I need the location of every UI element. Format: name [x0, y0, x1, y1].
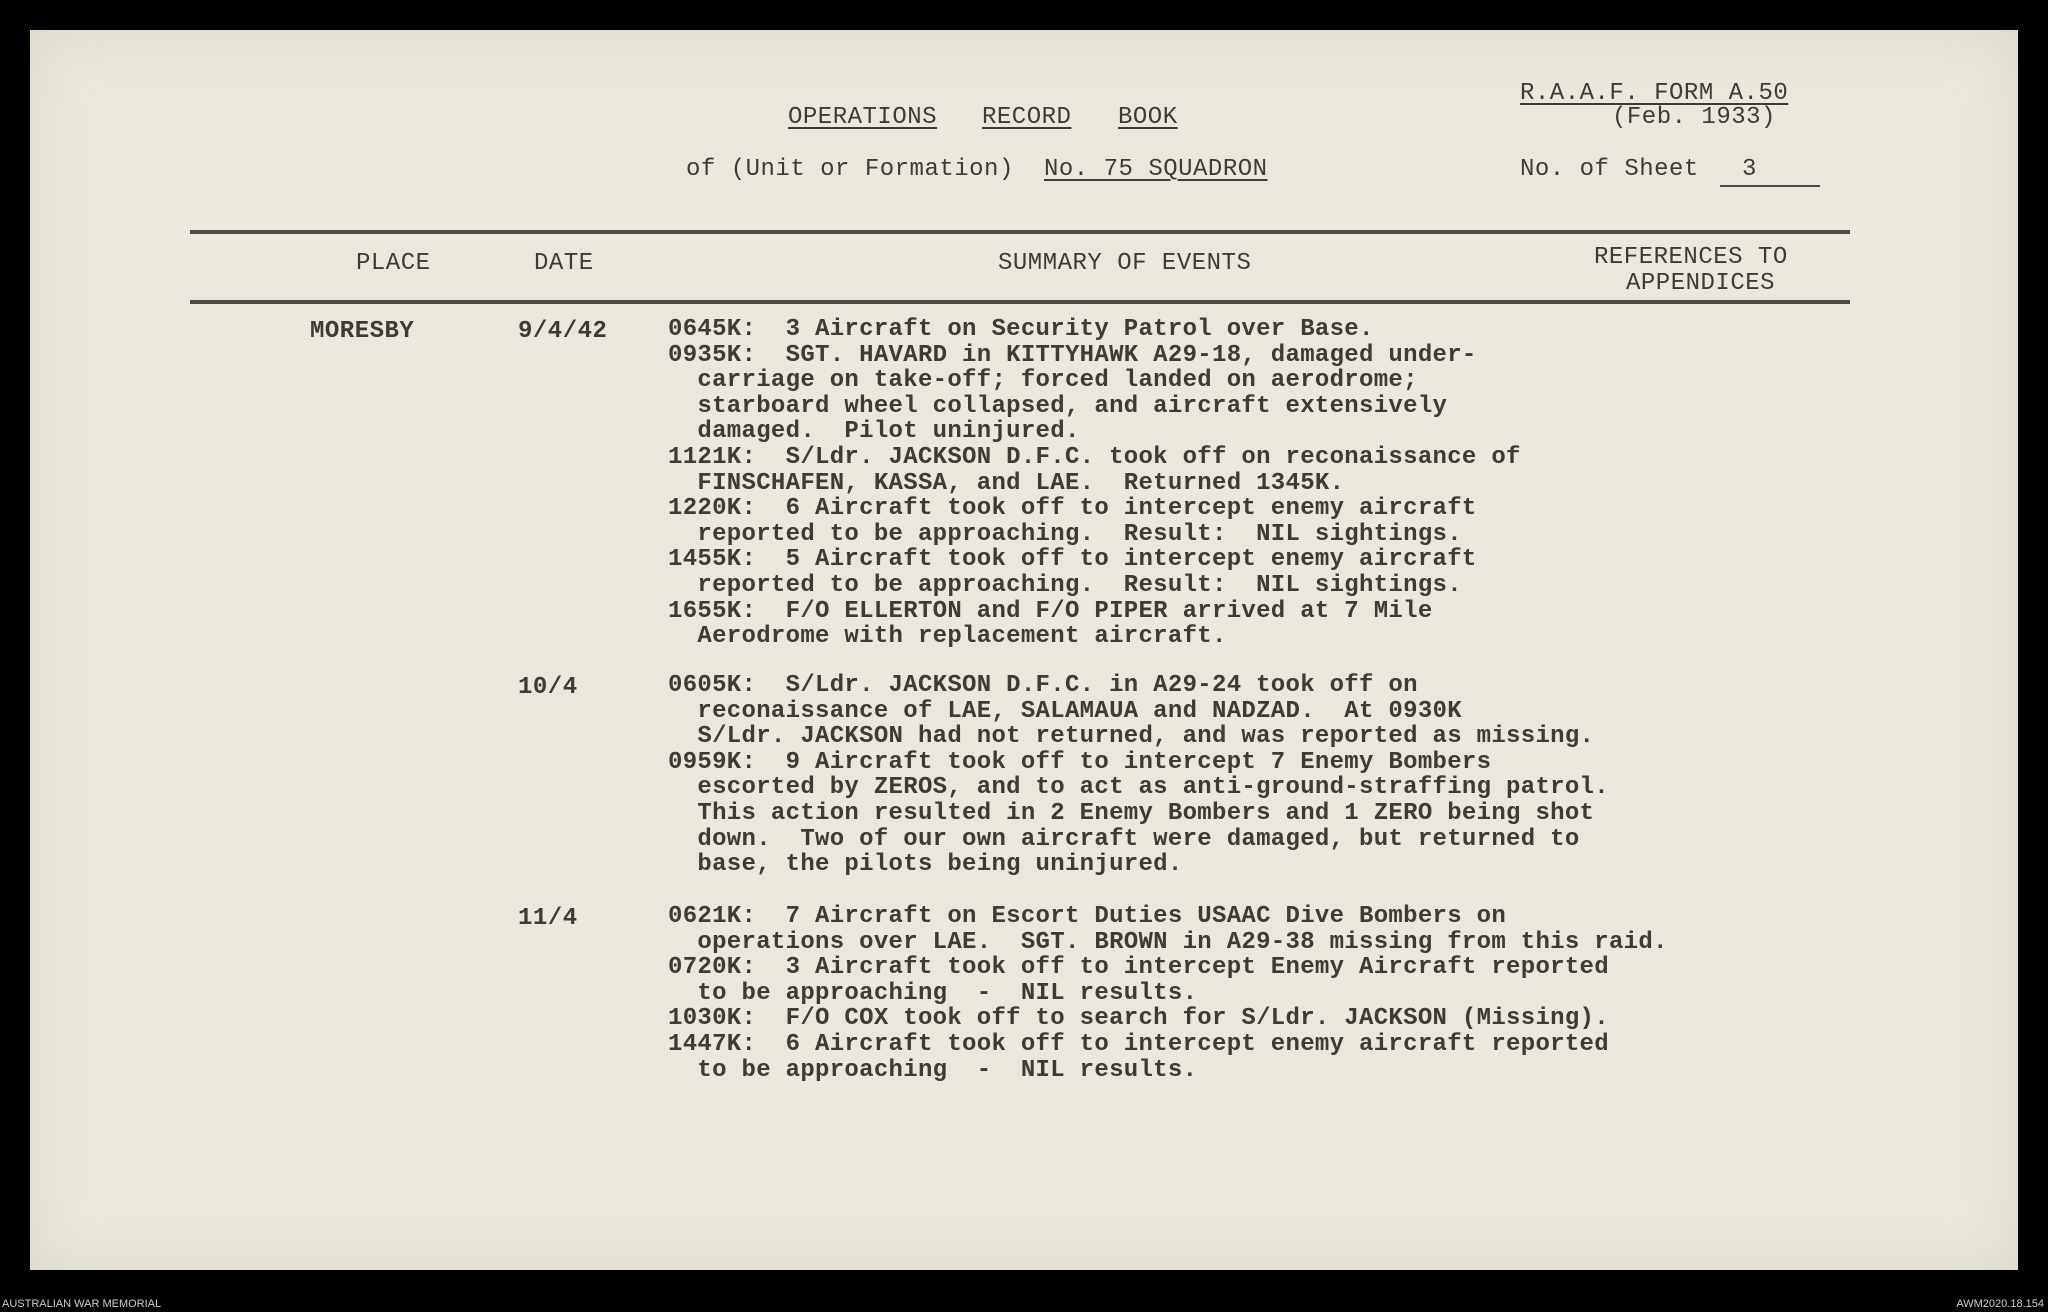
event-line: reconaissance of LAE, SALAMAUA and NADZAD. At 0930K: [668, 697, 1462, 725]
event-line: operations over LAE. SGT. BROWN in A29-38 missing from this raid.: [668, 928, 1668, 956]
column-header-date: DATE: [534, 250, 594, 277]
sheet-number-underline: [1720, 185, 1820, 187]
event-line: starboard wheel collapsed, and aircraft extensively: [668, 392, 1448, 420]
event-line: This action resulted in 2 Enemy Bombers and 1 ZERO being shot: [668, 799, 1595, 827]
footer-accession-number: AWM2020.18.154: [1956, 1298, 2044, 1310]
event-line: 1447K: 6 Aircraft took off to intercept enemy aircraft reported: [668, 1030, 1609, 1058]
entry-date: 11/4: [518, 905, 578, 932]
event-list: [668, 317, 1521, 650]
event-line: 0621K: 7 Aircraft on Escort Duties USAAC Dive Bombers on: [668, 903, 1507, 930]
event-line: damaged. Pilot uninjured.: [668, 418, 1080, 446]
event-line: 0935K: SGT. HAVARD in KITTYHAWK A29-18, damaged under-: [668, 341, 1477, 369]
title-record: RECORD: [982, 104, 1072, 131]
event-line: to be approaching - NIL results.: [668, 1056, 1198, 1084]
event-line: carriage on take-off; forced landed on aerodrome;: [668, 367, 1418, 395]
event-list: [668, 904, 1668, 1083]
event-line: 1655K: F/O ELLERTON and F/O PIPER arrived at 7 Mile: [668, 597, 1433, 625]
place-value: MORESBY: [310, 318, 415, 345]
event-list: [668, 673, 1609, 878]
form-reference: R.A.A.F. FORM A.50: [1520, 80, 1789, 107]
event-line: to be approaching - NIL results.: [668, 979, 1198, 1007]
event-line: 0645K: 3 Aircraft on Security Patrol over Base.: [668, 316, 1374, 343]
table-header-rule: [190, 300, 1850, 304]
title-book: BOOK: [1118, 104, 1178, 131]
event-line: 0720K: 3 Aircraft took off to intercept Enemy Aircraft reported: [668, 954, 1609, 982]
form-date: (Feb. 1933): [1612, 104, 1776, 131]
column-header-references: REFERENCES TO: [1594, 244, 1788, 271]
event-line: 1121K: S/Ldr. JACKSON D.F.C. took off on reconaissance of: [668, 443, 1521, 471]
entry-date: 9/4/42: [518, 318, 608, 345]
event-line: FINSCHAFEN, KASSA, and LAE. Returned 1345K.: [668, 469, 1345, 497]
event-line: S/Ldr. JACKSON had not returned, and was reported as missing.: [668, 723, 1595, 751]
event-line: base, the pilots being uninjured.: [668, 851, 1183, 879]
sheet-label: No. of Sheet: [1520, 156, 1699, 183]
event-line: reported to be approaching. Result: NIL sightings.: [668, 520, 1462, 548]
event-line: reported to be approaching. Result: NIL sightings.: [668, 571, 1462, 599]
column-header-summary: SUMMARY OF EVENTS: [998, 250, 1252, 277]
unit-label: of (Unit or Formation): [686, 156, 1014, 183]
footer-institution: AUSTRALIAN WAR MEMORIAL: [2, 1298, 162, 1310]
entry-date: 10/4: [518, 674, 578, 701]
event-line: 1220K: 6 Aircraft took off to intercept enemy aircraft: [668, 495, 1477, 523]
column-header-appendices: APPENDICES: [1626, 270, 1776, 297]
event-line: Aerodrome with replacement aircraft.: [668, 623, 1227, 651]
column-header-place: PLACE: [356, 250, 431, 277]
title-operations: OPERATIONS: [788, 104, 938, 131]
table-top-rule: [190, 230, 1850, 234]
event-line: down. Two of our own aircraft were damaged, but returned to: [668, 825, 1580, 853]
event-line: 1030K: F/O COX took off to search for S/Ldr. JACKSON (Missing).: [668, 1005, 1609, 1033]
record-sheet: [30, 30, 2018, 1270]
sheet-number: 3: [1742, 156, 1757, 183]
event-line: 0959K: 9 Aircraft took off to intercept 7 Enemy Bombers: [668, 748, 1492, 776]
event-line: 0605K: S/Ldr. JACKSON D.F.C. in A29-24 took off on: [668, 672, 1418, 699]
event-line: escorted by ZEROS, and to act as anti-ground-straffing patrol.: [668, 774, 1609, 802]
event-line: 1455K: 5 Aircraft took off to intercept enemy aircraft: [668, 546, 1477, 574]
unit-value: No. 75 SQUADRON: [1044, 156, 1268, 183]
